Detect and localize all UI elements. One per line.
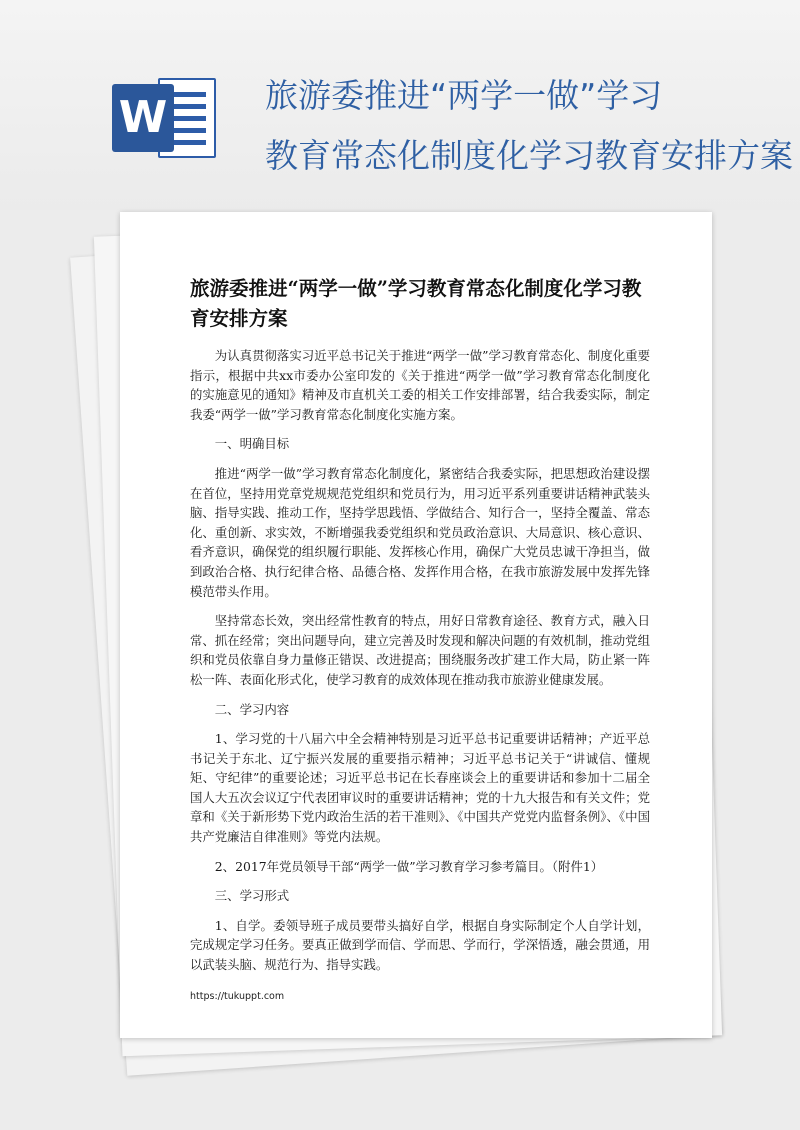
paragraph-longterm: 坚持常态长效，突出经常性教育的特点，用好日常教育途径、教育方式，融入日常、抓在经常；突出问题导向，建立完善及时发现和解决问题的有效机制，推动党组织和党员依靠自身力量修正错误、改进提高；围绕服务改扩建工作大局，防止紧一阵松一阵、表面化形式化，使学习教育的成效体现在推动我市旅游业健康发展。 xyxy=(190,613,650,687)
word-letter-badge: W xyxy=(112,84,174,152)
paragraph-intro: 为认真贯彻落实习近平总书记关于推进“两学一做”学习教育常态化、制度化重要指示，根据中共xx市委办公室印发的《关于推进“两学一做”学习教育常态化制度化的实施意见的通知》精神及市直机关工委的相关工作安排部署，结合我委实际，制定我委“两学一做”学习教育常态化制度化实施方案。 xyxy=(190,348,650,422)
section-heading-content: 二、学习内容 xyxy=(214,701,290,717)
paragraph-content-2: 2、2017年党员领导干部“两学一做”学习教育学习参考篇目。（附件1） xyxy=(214,858,604,874)
banner-title-line2: 教育常态化制度化学习教育安排方案 xyxy=(265,136,793,175)
section-heading-form: 三、学习形式 xyxy=(214,888,290,904)
header-banner xyxy=(0,0,800,210)
banner-title-line1: 旅游委推进“两学一做”学习 xyxy=(265,76,663,115)
section-heading-goals: 一、明确目标 xyxy=(214,436,290,452)
paragraph-content-1: 1、学习党的十八届六中全会精神特别是习近平总书记重要讲话精神；产近平总书记关于东北、辽宁振兴发展的重要指示精神；习近平总书记关于“讲诚信、懂规矩、守纪律”的重要论述；习近平总书记在长春座谈会上的重要讲话和参加十二届全国人大五次会议辽宁代表团审议时的重要讲话精神；党的十九大报告和有关文件；党章和《关于新形势下党内政治生活的若干准则》、《中国共产党党内监督条例》、《中国共产党廉洁自律准则》等党内法规。 xyxy=(190,731,650,845)
document-page xyxy=(120,212,712,1038)
document-title: 旅游委推进“两学一做”学习教育常态化制度化学习教育安排方案 xyxy=(190,277,642,330)
banner-title xyxy=(265,72,795,180)
footer-url: https://tukuppt.com xyxy=(190,991,285,1002)
paragraph-goals: 推进“两学一做”学习教育常态化制度化，紧密结合我委实际，把思想政治建设摆在首位，坚持用党章党规规范党组织和党员行为，用习近平系列重要讲话精神武装头脑、指导实践、推动工作，坚持学思践悟、学做结合、知行合一，坚持全覆盖、常态化、重创新、求实效，不断增强我委党组织和党员政治意识、大局意识、核心意识、看齐意识，确保党的组织履行职能、发挥核心作用，确保广大党员忠诚干净担当，做到政治合格、执行纪律合格、品德合格、发挥作用合格，在我市旅游发展中发挥先锋模范带头作用。 xyxy=(190,465,650,599)
paragraph-form-1: 1、自学。委领导班子成员要带头搞好自学，根据自身实际制定个人自学计划，完成规定学习任务。要真正做到学而信、学而思、学而行，学深悟透，融会贯通，用以武装头脑、规范行为、指导实践。 xyxy=(190,917,650,973)
word-document-icon xyxy=(112,78,216,158)
document-body xyxy=(190,346,650,985)
